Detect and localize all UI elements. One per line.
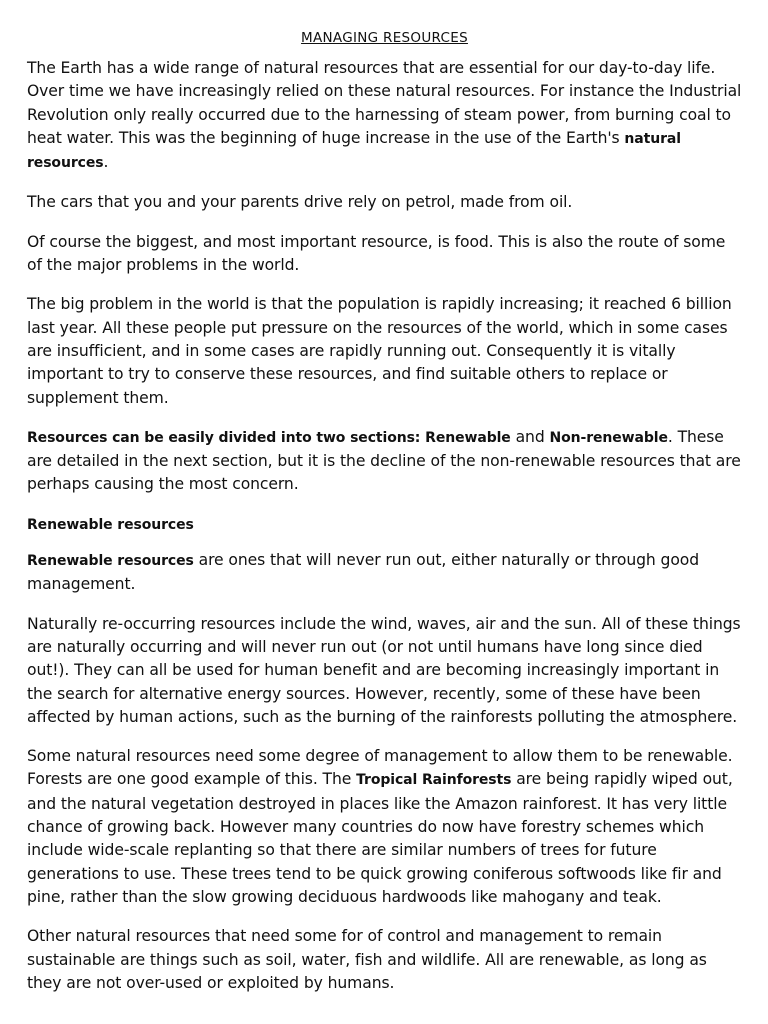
forests-paragraph [27, 745, 742, 909]
other-resources-paragraph: Other natural resources that need some for of control and management to remain sustainable are things such as soil, water, fish and wildlife. All are renewable, as long as they are not over-used or exploited by humans. [27, 927, 707, 992]
intro-text: The Earth has a wide range of natural resources that are essential for our day-to-day life. Over time we have increasingly relied on these natural resources. For instance the Industrial Revolution only really occurred due to the harnessing of steam power, from burning coal to heat water. This was the beginning of huge increase in the use of the Earth's [27, 59, 742, 147]
cars-paragraph: The cars that you and your parents drive rely on petrol, made from oil. [27, 193, 573, 212]
and-text: and [510, 427, 550, 446]
renewable-bold: Renewable [425, 429, 511, 446]
sections-bold: Resources can be easily divided into two sections: [27, 429, 421, 446]
naturally-occurring-paragraph: Naturally re-occurring resources include the wind, waves, air and the sun. All of these things are naturally occurring and will never run out (or not until humans have long since died out!). They can all be used for human benefit and are becoming increasingly important in the search for alternative energy sources. However, recently, some of these have been affected by human actions, such as the burning of the rainforests polluting the atmosphere. [27, 614, 741, 726]
natural-resources-bold: natural resources [27, 130, 681, 172]
forests-rest: are being rapidly wiped out, and the natural vegetation destroyed in places like the Amazon rainforest. It has very little chance of growing back. However many countries do now have forestry schemes which include wide-scale replanting so that there are similar numbers of trees for future generations to use. These trees tend to be quick growing coniferous softwoods like fir and pine, rather than the slow growing deciduous hardwoods like mahogany and teak. [27, 770, 733, 906]
renewable-heading: Renewable resources [27, 516, 194, 533]
food-paragraph: Of course the biggest, and most important resource, is food. This is also the route of some of the major problems in the world. [27, 232, 726, 275]
intro-paragraph [27, 57, 742, 175]
renewable-resources-bold: Renewable resources [27, 553, 194, 570]
non-renewable-bold: Non-renewable [549, 429, 668, 446]
intro-end: . [103, 153, 109, 172]
sections-paragraph [27, 426, 742, 497]
forests-start: Some natural resources need some degree of management to allow them to be renewable. Forests are one good example of this. The [27, 747, 733, 789]
renewable-definition-text: are ones that will never run out, either naturally or through good management. [27, 551, 700, 594]
tropical-rainforests-bold: Tropical Rainforests [356, 772, 512, 789]
renewable-definition-paragraph [27, 549, 742, 597]
population-paragraph: The big problem in the world is that the population is rapidly increasing; it reached 6 billion last year. All these people put pressure on the resources of the world, which in some cases are insufficient, and in some cases are rapidly running out. Consequently it is vitally important to try to conserve these resources, and find suitable others to replace or supplement them. [27, 295, 732, 407]
sections-rest: . These are detailed in the next section, but it is the decline of the non-renewable resources that are perhaps causing the most concern. [27, 427, 741, 494]
page-title: MANAGING RESOURCES [301, 30, 468, 46]
